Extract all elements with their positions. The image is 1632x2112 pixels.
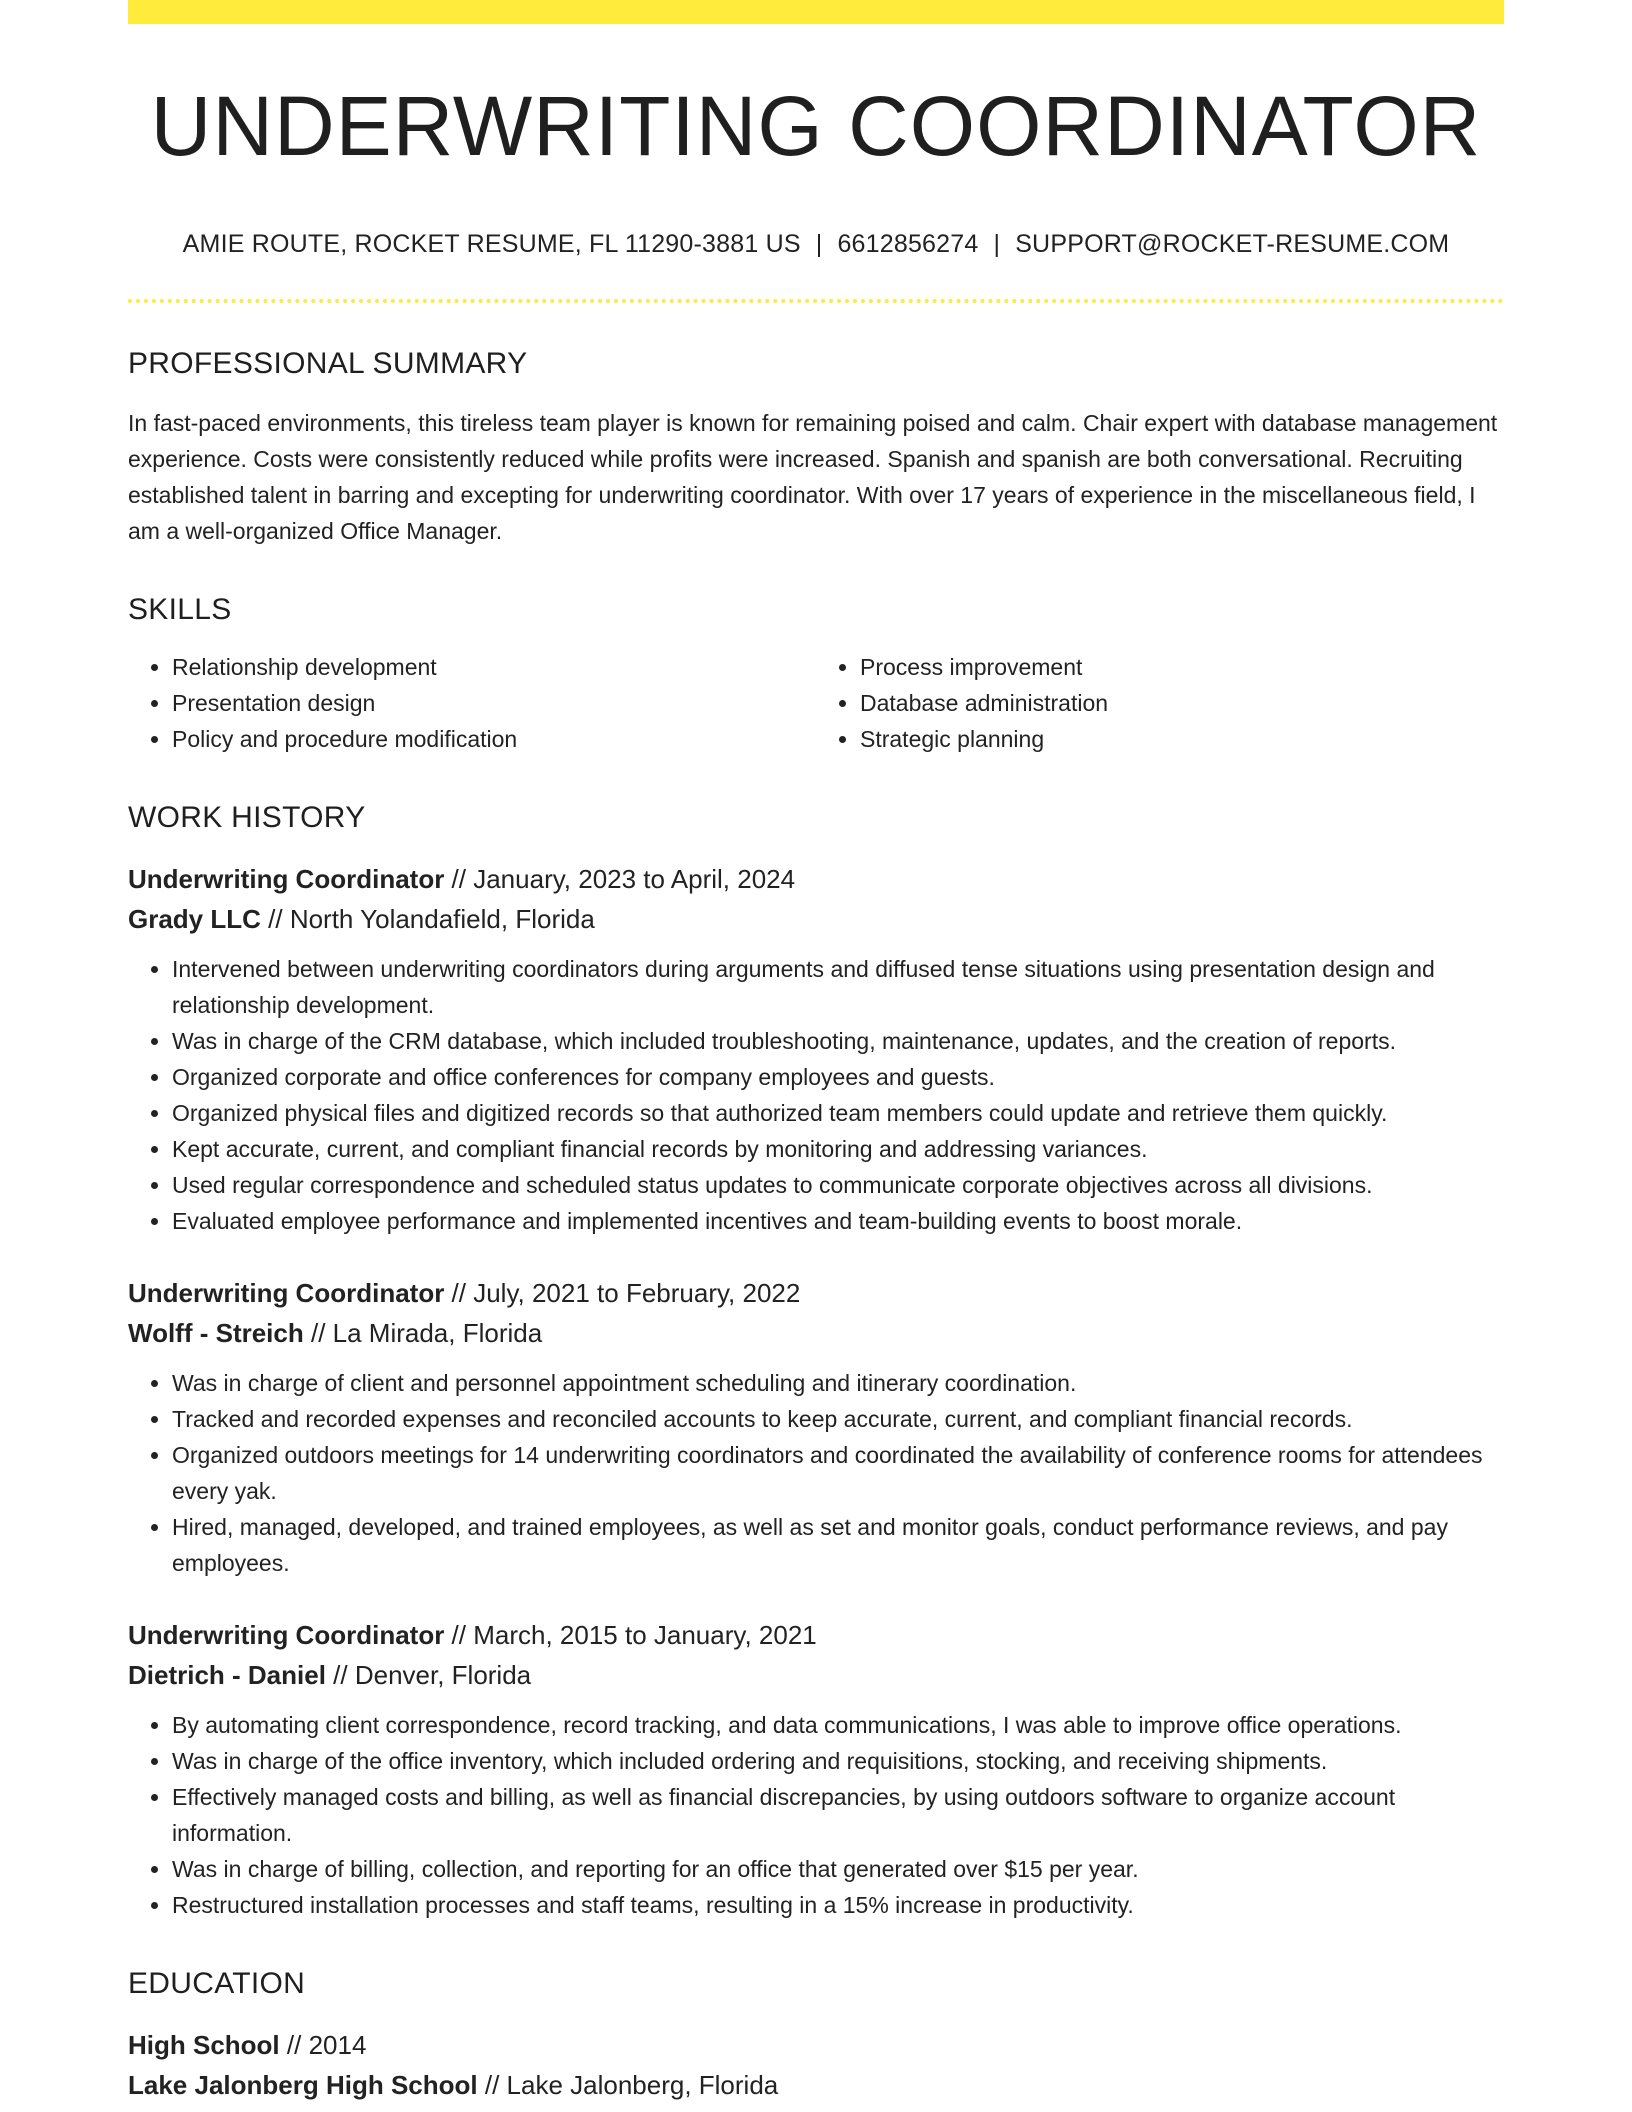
job-bullets: [128, 951, 1504, 1239]
education-degree-line: [128, 2025, 1504, 2065]
job-bullet: • Evaluated employee performance and implemented incentives and team-building events to boost morale.: [172, 1203, 1504, 1239]
skills-list: [128, 649, 1504, 757]
contact-separator: |: [815, 230, 823, 258]
job-dates: // March, 2015 to January, 2021: [444, 1620, 817, 1650]
job-bullet: • Was in charge of the CRM database, which included troubleshooting, maintenance, updates, and the creation of reports.: [172, 1023, 1504, 1059]
job-company: Wolff - Streich: [128, 1318, 304, 1348]
job-location: // La Mirada, Florida: [303, 1318, 543, 1348]
work-history-heading: WORK HISTORY: [128, 801, 366, 834]
job-dates: // January, 2023 to April, 2024: [444, 864, 796, 894]
contact-phone: 6612856274: [837, 230, 979, 258]
job-title: Underwriting Coordinator: [128, 1620, 445, 1650]
job-bullet: • Tracked and recorded expenses and reconciled accounts to keep accurate, current, and compliant financial records.: [172, 1401, 1504, 1437]
job-bullet: • Was in charge of client and personnel appointment scheduling and itinerary coordination.: [172, 1365, 1504, 1401]
job-bullet: • Effectively managed costs and billing, as well as financial discrepancies, by using outdoors software to organize account information.: [172, 1779, 1504, 1851]
skill-item: • Relationship development: [172, 649, 816, 685]
resume-page: [128, 0, 1504, 2105]
contact-address: AMIE ROUTE, ROCKET RESUME, FL 11290-3881 US: [182, 230, 801, 258]
job-bullet: • Was in charge of billing, collection, and reporting for an office that generated over $15 per year.: [172, 1851, 1504, 1887]
job-bullet: • Used regular correspondence and scheduled status updates to communicate corporate objectives across all divisions.: [172, 1167, 1504, 1203]
contact-line: [128, 230, 1504, 259]
skill-item: • Policy and procedure modification: [172, 721, 816, 757]
job-dates: // July, 2021 to February, 2022: [444, 1278, 801, 1308]
job-location: // North Yolandafield, Florida: [260, 904, 595, 934]
education-location: // Lake Jalonberg, Florida: [477, 2070, 779, 2100]
job-bullet: • Was in charge of the office inventory, which included ordering and requisitions, stocking, and receiving shipments.: [172, 1743, 1504, 1779]
job-company-line: [128, 1313, 1504, 1353]
accent-top-bar: [128, 0, 1504, 24]
education-degree: High School: [128, 2030, 280, 2060]
job-bullet: • Organized outdoors meetings for 14 underwriting coordinators and coordinated the availability of conference rooms for attendees every yak.: [172, 1437, 1504, 1509]
job-entry: [128, 1273, 1504, 1581]
job-company: Grady LLC: [128, 904, 261, 934]
skill-item: • Presentation design: [172, 685, 816, 721]
job-title: Underwriting Coordinator: [128, 1278, 445, 1308]
job-bullet: • By automating client correspondence, record tracking, and data communications, I was able to improve office operations.: [172, 1707, 1504, 1743]
skill-item: • Database administration: [860, 685, 1504, 721]
summary-text: In fast-paced environments, this tireless team player is known for remaining poised and calm. Chair expert with database management experience. Costs were consistently reduced while profits were increased. Spanish and spanish are both conversational. Recruiting established talent in barring and excepting for underwriting coordinator. With over 17 years of experience in the miscellaneous field, I am a well-organized Office Manager.: [128, 410, 1498, 544]
job-company-line: [128, 1655, 1504, 1695]
education-entry: [128, 2025, 1504, 2105]
education-school: Lake Jalonberg High School: [128, 2070, 478, 2100]
job-bullets: [128, 1365, 1504, 1581]
resume-title: UNDERWRITING COORDINATOR: [150, 79, 1482, 173]
job-bullet: • Organized physical files and digitized records so that authorized team members could update and retrieve them quickly.: [172, 1095, 1504, 1131]
job-title: Underwriting Coordinator: [128, 864, 445, 894]
skill-item: • Process improvement: [860, 649, 1504, 685]
education-year: // 2014: [279, 2030, 367, 2060]
job-title-line: [128, 1615, 1504, 1655]
job-bullet: • Kept accurate, current, and compliant financial records by monitoring and addressing variances.: [172, 1131, 1504, 1167]
job-bullet: • Intervened between underwriting coordinators during arguments and diffused tense situations using presentation design and relationship development.: [172, 951, 1504, 1023]
job-company-line: [128, 899, 1504, 939]
skill-item: • Strategic planning: [860, 721, 1504, 757]
contact-separator: |: [993, 230, 1001, 258]
job-title-line: [128, 859, 1504, 899]
summary-heading: PROFESSIONAL SUMMARY: [128, 347, 528, 380]
skills-column-right: [816, 649, 1504, 757]
job-entry: [128, 1615, 1504, 1923]
contact-email: SUPPORT@ROCKET-RESUME.COM: [1015, 230, 1450, 258]
job-bullets: [128, 1707, 1504, 1923]
job-entry: [128, 859, 1504, 1239]
education-school-line: [128, 2065, 1504, 2105]
header-divider: [128, 299, 1504, 303]
job-bullet: • Hired, managed, developed, and trained employees, as well as set and monitor goals, conduct performance reviews, and pay employees.: [172, 1509, 1504, 1581]
job-company: Dietrich - Daniel: [128, 1660, 326, 1690]
job-location: // Denver, Florida: [325, 1660, 532, 1690]
skills-column-left: [128, 649, 816, 757]
job-title-line: [128, 1273, 1504, 1313]
job-bullet: • Restructured installation processes and staff teams, resulting in a 15% increase in productivity.: [172, 1887, 1504, 1923]
skills-heading: SKILLS: [128, 593, 232, 626]
job-bullet: • Organized corporate and office conferences for company employees and guests.: [172, 1059, 1504, 1095]
education-heading: EDUCATION: [128, 1967, 306, 2000]
